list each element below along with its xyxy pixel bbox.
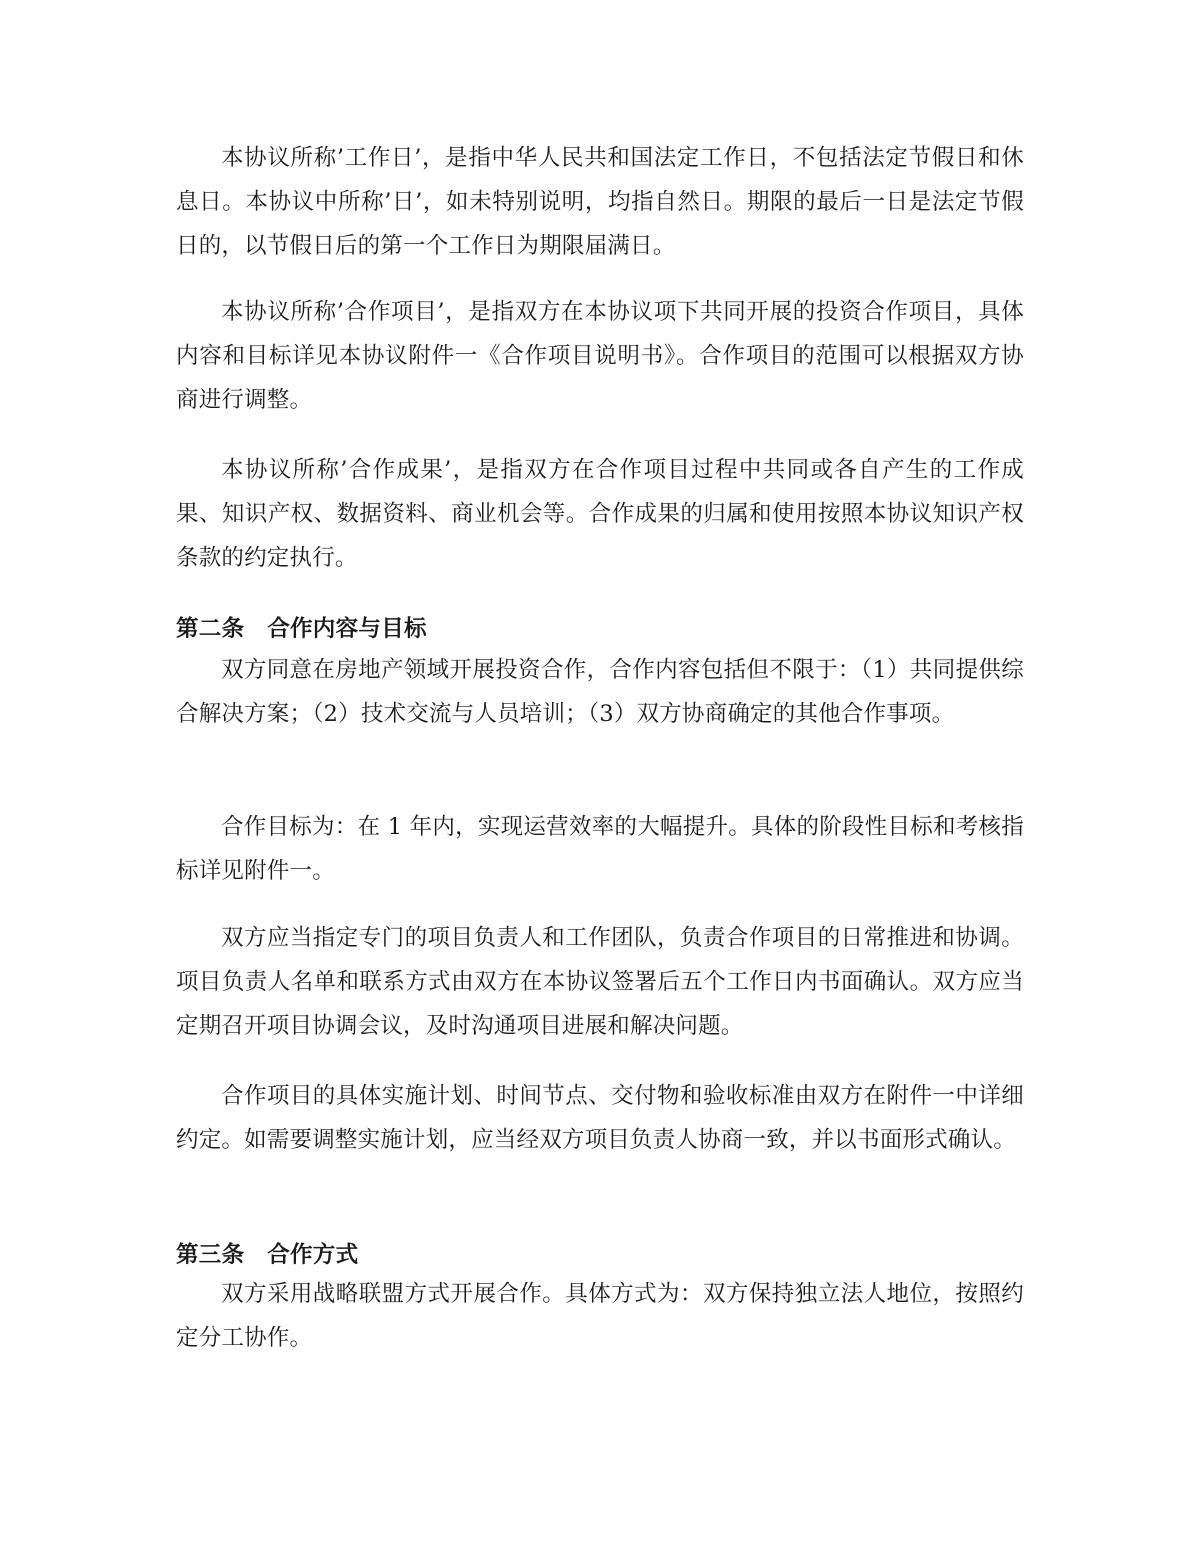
article-2-paragraph-2: 合作目标为：在 1 年内，实现运营效率的大幅提升。具体的阶段性目标和考核指标详见附件一。 [176, 814, 1024, 884]
article-2-heading: 第二条 合作内容与目标 [176, 616, 427, 642]
article-3-heading: 第三条 合作方式 [176, 1242, 359, 1268]
definition-workday: 本协议所称’工作日’，是指中华人民共和国法定工作日，不包括法定节假日和休息日。本协议中所称’日’，如未特别说明，均指自然日。期限的最后一日是法定节假日的，以节假日后的第一个工作日为期限届满日。 [176, 145, 1024, 259]
article-2-paragraph-4: 合作项目的具体实施计划、时间节点、交付物和验收标准由双方在附件一中详细约定。如需要调整实施计划，应当经双方项目负责人协商一致，并以书面形式确认。 [176, 1083, 1024, 1153]
article-2-paragraph-3: 双方应当指定专门的项目负责人和工作团队，负责合作项目的日常推进和协调。项目负责人名单和联系方式由双方在本协议签署后五个工作日内书面确认。双方应当定期召开项目协调会议，及时沟通项目进展和解决问题。 [176, 925, 1024, 1039]
article-2-paragraph-1: 双方同意在房地产领域开展投资合作，合作内容包括但不限于：（1）共同提供综合解决方案；（2）技术交流与人员培训；（3）双方协商确定的其他合作事项。 [176, 657, 1024, 727]
article-3-paragraph-1: 双方采用战略联盟方式开展合作。具体方式为：双方保持独立法人地位，按照约定分工协作。 [176, 1281, 1024, 1351]
definition-project: 本协议所称’合作项目’，是指双方在本协议项下共同开展的投资合作项目，具体内容和目标详见本协议附件一《合作项目说明书》。合作项目的范围可以根据双方协商进行调整。 [176, 299, 1024, 413]
definition-results: 本协议所称’合作成果’，是指双方在合作项目过程中共同或各自产生的工作成果、知识产权、数据资料、商业机会等。合作成果的归属和使用按照本协议知识产权条款的约定执行。 [176, 457, 1024, 571]
